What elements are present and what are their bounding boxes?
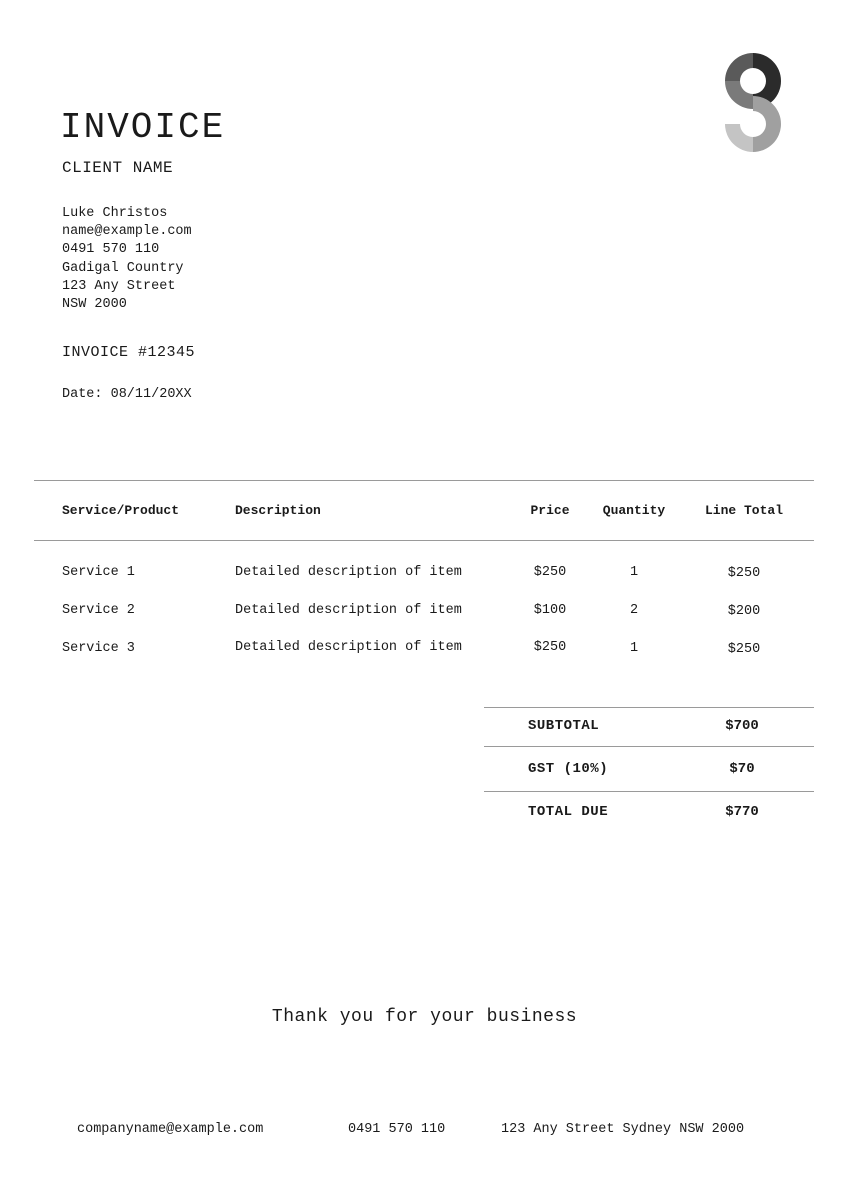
gst-value: $70 (729, 761, 755, 777)
total-due-value: $770 (725, 804, 759, 820)
row-description: Detailed description of item (235, 640, 462, 655)
client-details (62, 205, 192, 314)
row-line-total: $200 (727, 604, 761, 619)
row-price: $250 (533, 565, 567, 580)
total-due-label: TOTAL DUE (528, 804, 609, 820)
invoice-date-text: Date: 08/11/20XX (62, 387, 192, 402)
row-line-total: $250 (727, 566, 761, 581)
header-price: Price (530, 503, 570, 518)
subtotal-label: SUBTOTAL (528, 718, 600, 734)
footer-phone: 0491 570 110 (348, 1122, 446, 1137)
row-price: $100 (533, 603, 567, 618)
footer-email: companyname@example.com (77, 1122, 264, 1137)
thank-you-message: Thank you for your business (271, 1007, 578, 1027)
logo-bottom-right-arc (753, 124, 781, 152)
row-service: Service 3 (62, 641, 135, 656)
client-name: Luke Christos (62, 206, 168, 221)
client-region: Gadigal Country (62, 260, 184, 276)
row-description: Detailed description of item (235, 565, 462, 580)
logo-lower-right-arc (753, 96, 781, 124)
footer-address: 123 Any Street Sydney NSW 2000 (501, 1122, 745, 1137)
header-service: Service/Product (62, 503, 180, 518)
totals-mid-rule (484, 746, 814, 747)
client-phone: 0491 570 110 (62, 242, 160, 258)
header-description: Description (235, 503, 321, 518)
logo-bottom-left-arc (725, 124, 753, 152)
totals-top-rule (484, 707, 814, 708)
row-quantity: 1 (629, 641, 639, 656)
header-quantity: Quantity (602, 503, 666, 518)
table-top-rule (34, 480, 814, 481)
row-service: Service 1 (62, 565, 135, 580)
row-quantity: 2 (629, 603, 639, 618)
row-description: Detailed description of item (235, 603, 462, 618)
company-logo (722, 50, 784, 154)
row-service: Service 2 (62, 603, 135, 618)
row-quantity: 1 (629, 565, 639, 580)
client-state-postcode: NSW 2000 (62, 297, 127, 313)
logo-top-right-quadrant (753, 53, 781, 81)
invoice-date (62, 386, 192, 404)
header-line-total: Line Total (704, 503, 783, 518)
gst-label: GST (10%) (528, 761, 609, 777)
table-header-rule (34, 540, 814, 541)
logo-mid-left-quadrant (725, 81, 753, 109)
totals-bottom-rule (484, 791, 814, 792)
client-street: 123 Any Street (62, 278, 176, 294)
row-line-total: $250 (727, 642, 761, 657)
invoice-number: INVOICE #12345 (62, 344, 196, 361)
invoice-title: INVOICE (60, 107, 226, 148)
client-email: name@example.com (62, 224, 192, 240)
logo-top-left-quadrant (725, 53, 753, 81)
row-price: $250 (533, 640, 567, 655)
client-name-label: CLIENT NAME (62, 159, 174, 177)
subtotal-value: $700 (725, 718, 759, 734)
